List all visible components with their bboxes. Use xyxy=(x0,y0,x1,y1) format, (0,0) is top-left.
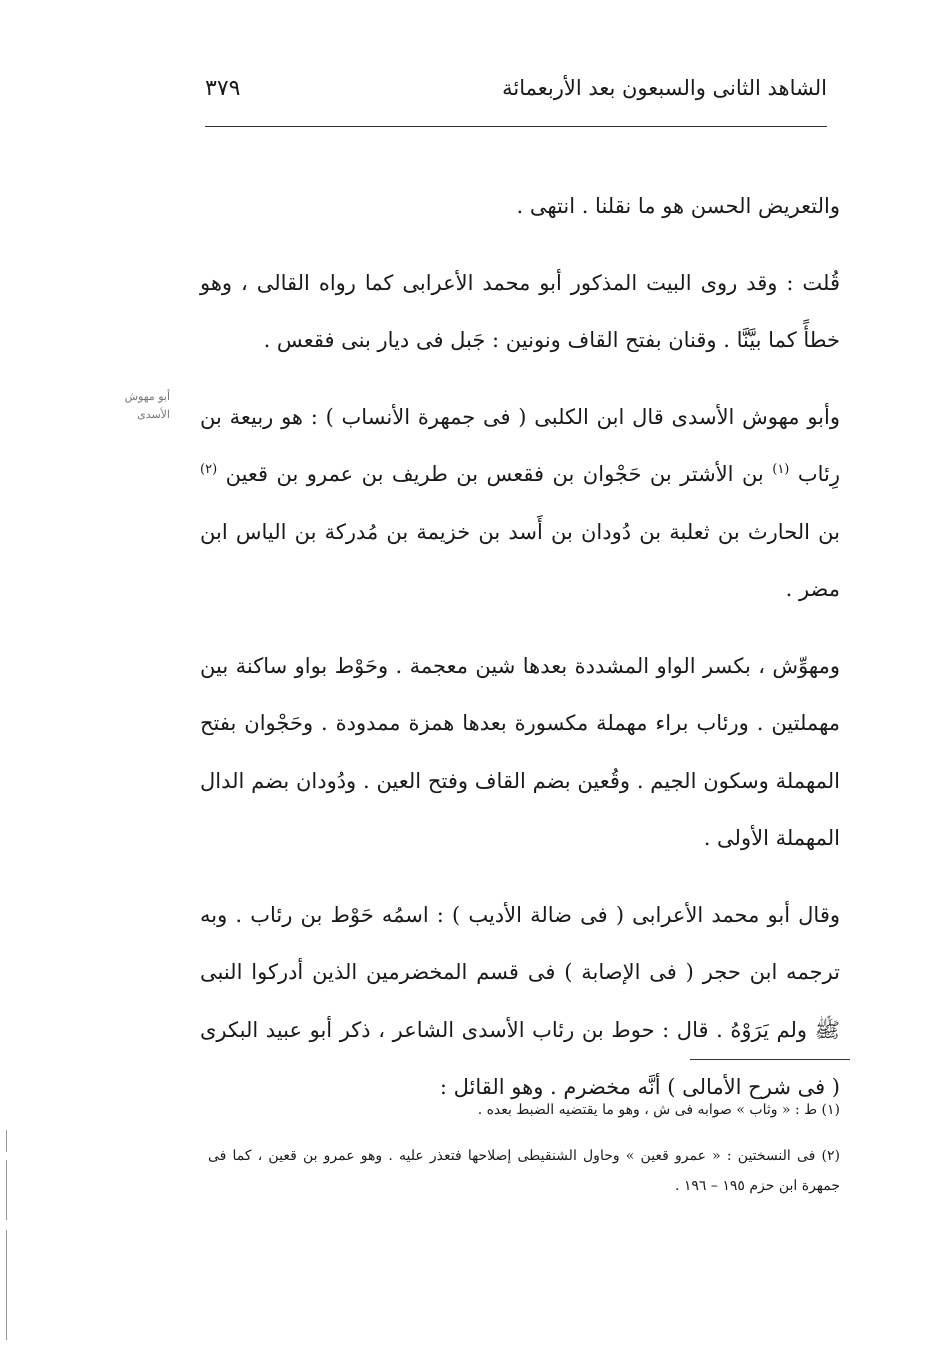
scan-edge-mark xyxy=(6,1160,7,1220)
paragraph-3-part-3: بن الحارث بن ثعلبة بن دُودان بن أَسد بن خزيمة بن مُدركة بن الياس ابن مضر . xyxy=(200,519,840,601)
running-title: الشاهد الثانى والسبعون بعد الأربعمائة xyxy=(502,76,827,100)
paragraph-5: وقال أبو محمد الأعرابى ( فى ضالة الأديب ) : اسمُه حَوْط بن رئاب . وبه ترجمه ابن حجر ( فى الإصابة ) فى قسم المخضرمين الذين أدركوا النبى ﷺ ولم يَرَوْهُ . قال : حوط بن رئاب الأسدى الشاعر ، ذكر أبو عبيد البكرى ( فى شرح الأمالى ) أنَّه مخضرم . وهو القائل : xyxy=(200,902,840,1099)
page-header xyxy=(205,66,827,110)
footnote-ref-1: (١) xyxy=(772,462,790,477)
paragraph-3 xyxy=(200,389,840,619)
paragraph-3-part-2: بن الأشتر بن حَجْوان بن فقعس بن طريف بن عمرو بن قعين xyxy=(225,462,764,486)
paragraph-4: ومهوِّش ، بكسر الواو المشددة بعدها شين معجمة . وحَوْط بواو ساكنة بين مهملتين . ورئاب براء مهملة مكسورة بعدها همزة ممدودة . وحَجْوان بفتح المهملة وسكون الجيم . وقُعين بضم القاف وفتح العين . ودُودان بضم الدال المهملة الأولى . xyxy=(200,653,840,850)
paragraph-3-part-1: وأبو مهوش الأسدى قال ابن الكلبى ( فى جمهرة الأنساب ) : هو ربيعة بن رِئاب xyxy=(200,404,840,486)
scan-edge-mark xyxy=(6,1130,7,1152)
header-rule xyxy=(205,126,827,127)
main-text xyxy=(200,178,840,1136)
footnote-rule xyxy=(690,1059,850,1060)
footnote-2: (٢) فى النسختين : « عمرو قعين » وحاول الشنقيطى إصلاحها فتعذر عليه . وهو عمرو بن قعين ، كما فى جمهرة ابن حزم ١٩٥ – ١٩٦ . xyxy=(208,1148,840,1194)
scan-edge-mark xyxy=(6,1230,7,1340)
footnote-1: (١) ط : « وثاب » صوابه فى ش ، وهو ما يقتضيه الضبط بعده . xyxy=(477,1102,840,1118)
footnote-ref-2: (٢) xyxy=(200,462,218,477)
margin-note: أبو مهوش الأسدى xyxy=(124,390,170,421)
paragraph-2: قُلت : وقد روى البيت المذكور أبو محمد الأعرابى كما رواه القالى ، وهو خطأً كما بيَّنَّا . وقنان بفتح القاف ونونين : جَبل فى ديار بنى فقعس . xyxy=(200,270,840,352)
paragraph-1: والتعريض الحسن هو ما نقلنا . انتهى . xyxy=(516,194,840,218)
page-number: ٣٧٩ xyxy=(205,75,241,101)
footnotes xyxy=(208,1095,840,1217)
